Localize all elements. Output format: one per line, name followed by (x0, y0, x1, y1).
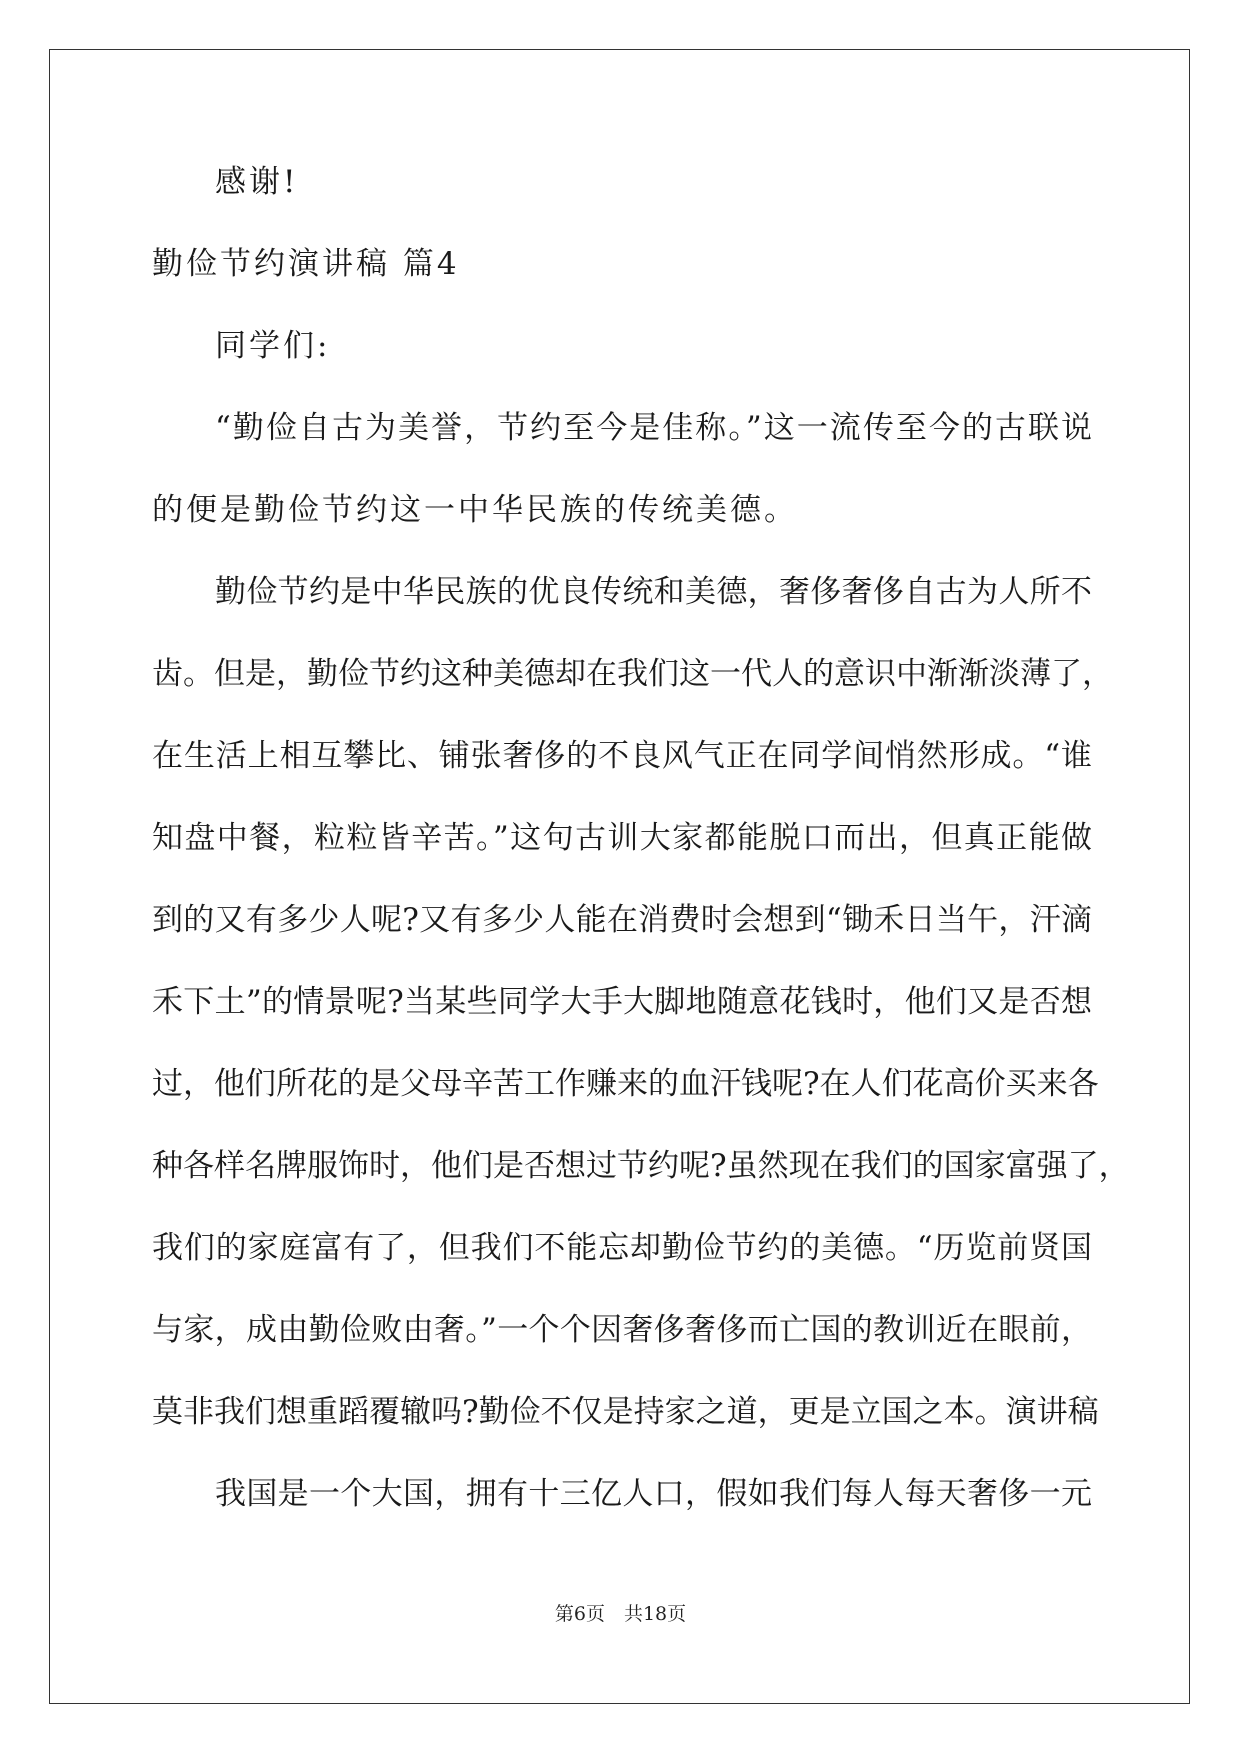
paragraph-line: 我国是一个大国，拥有十三亿人口，假如我们每人每天奢侈一元 (215, 1476, 1092, 1512)
salutation: 同学们: (215, 328, 331, 364)
paragraph-line: 莫非我们想重蹈覆辙吗?勤俭不仅是持家之道，更是立国之本。演讲稿 (152, 1394, 1099, 1430)
paragraph-line: 与家，成由勤俭败由奢。”一个个因奢侈奢侈而亡国的教训近在眼前， (152, 1312, 1092, 1348)
section-heading: 勤俭节约演讲稿 篇4 (152, 246, 460, 282)
paragraph-line: 过，他们所花的是父母辛苦工作赚来的血汗钱呢?在人们花高价买来各 (152, 1066, 1099, 1102)
closing-thanks: 感谢! (215, 164, 299, 200)
paragraph-line: 在生活上相互攀比、铺张奢侈的不良风气正在同学间悄然形成。“谁 (152, 738, 1092, 774)
paragraph-line: 齿。但是，勤俭节约这种美德却在我们这一代人的意识中渐渐淡薄了， (152, 656, 1113, 692)
paragraph-line: 的便是勤俭节约这一中华民族的传统美德。 (152, 492, 798, 528)
paragraph-line: 勤俭节约是中华民族的优良传统和美德，奢侈奢侈自古为人所不 (215, 574, 1092, 610)
paragraph-line: 禾下土”的情景呢?当某些同学大手大脚地随意花钱时，他们又是否想 (152, 984, 1092, 1020)
paragraph-line: “勤俭自古为美誉，节约至今是佳称。”这一流传至今的古联说 (215, 410, 1092, 446)
paragraph-line: 到的又有多少人呢?又有多少人能在消费时会想到“锄禾日当午，汗滴 (152, 902, 1092, 938)
paragraph-line: 我们的家庭富有了，但我们不能忘却勤俭节约的美德。“历览前贤国 (152, 1230, 1092, 1266)
page-number: 第6页 共18页 (554, 1603, 687, 1625)
paragraph-line: 种各样名牌服饰时，他们是否想过节约呢?虽然现在我们的国家富强了， (152, 1148, 1130, 1184)
document-body (152, 162, 1130, 1556)
paragraph-line: 知盘中餐，粒粒皆辛苦。”这句古训大家都能脱口而出，但真正能做 (152, 820, 1092, 856)
